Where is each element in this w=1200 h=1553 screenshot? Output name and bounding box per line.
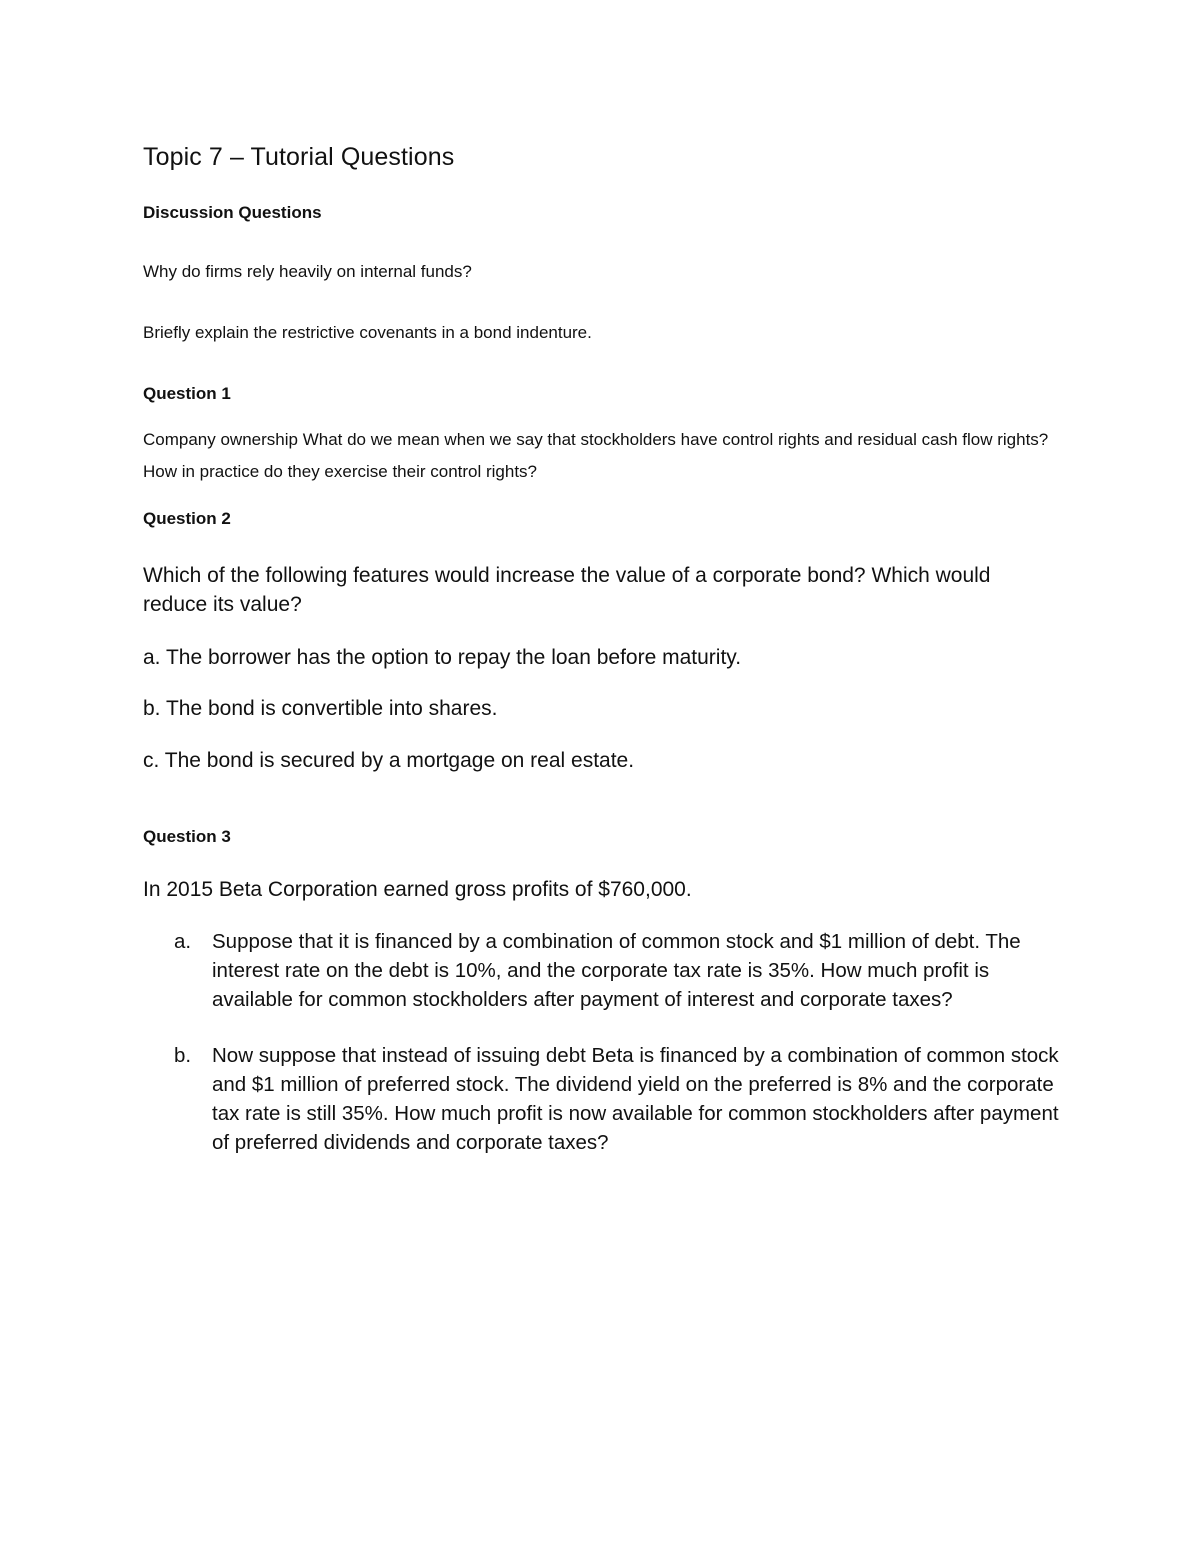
question-3-part-b: [174, 1041, 1074, 1157]
question-3-heading: Question 3: [143, 827, 231, 846]
page-title: Topic 7 – Tutorial Questions: [143, 143, 455, 171]
question-2-option-b: b. The bond is convertible into shares.: [143, 697, 498, 720]
question-2-heading: Question 2: [143, 509, 231, 528]
question-1-text: Company ownership What do we mean when we say that stockholders have control rights and residual cash flow rights? How in practice do they exercise their control rights?: [143, 430, 1049, 481]
part-a-text: Suppose that it is financed by a combination of common stock and $1 million of debt. The interest rate on the debt is 10%, and the corporate tax rate is 35%. How much profit is available for common stockholders after payment of interest and corporate taxes?: [212, 930, 1021, 1011]
discussion-question-2: Briefly explain the restrictive covenants in a bond indenture.: [143, 323, 592, 342]
part-b-text: Now suppose that instead of issuing debt Beta is financed by a combination of common stock and $1 million of preferred stock. The dividend yield on the preferred is 8% and the corporate tax rate is still 35%. How much profit is now available for common stockholders after payment of preferred dividends and corporate taxes?: [212, 1044, 1059, 1154]
question-3-part-a: [174, 927, 1074, 1014]
discussion-heading: Discussion Questions: [143, 203, 322, 222]
question-2-prompt: Which of the following features would increase the value of a corporate bond? Which would reduce its value?: [143, 564, 991, 616]
question-2-option-a: a. The borrower has the option to repay the loan before maturity.: [143, 646, 742, 669]
part-b-marker: b.: [174, 1044, 192, 1067]
discussion-question-1: Why do firms rely heavily on internal funds?: [143, 262, 472, 281]
question-3-intro: In 2015 Beta Corporation earned gross profits of $760,000.: [143, 878, 692, 901]
question-1-heading: Question 1: [143, 384, 231, 403]
question-2-option-c: c. The bond is secured by a mortgage on real estate.: [143, 749, 635, 772]
part-a-marker: a.: [174, 930, 192, 953]
